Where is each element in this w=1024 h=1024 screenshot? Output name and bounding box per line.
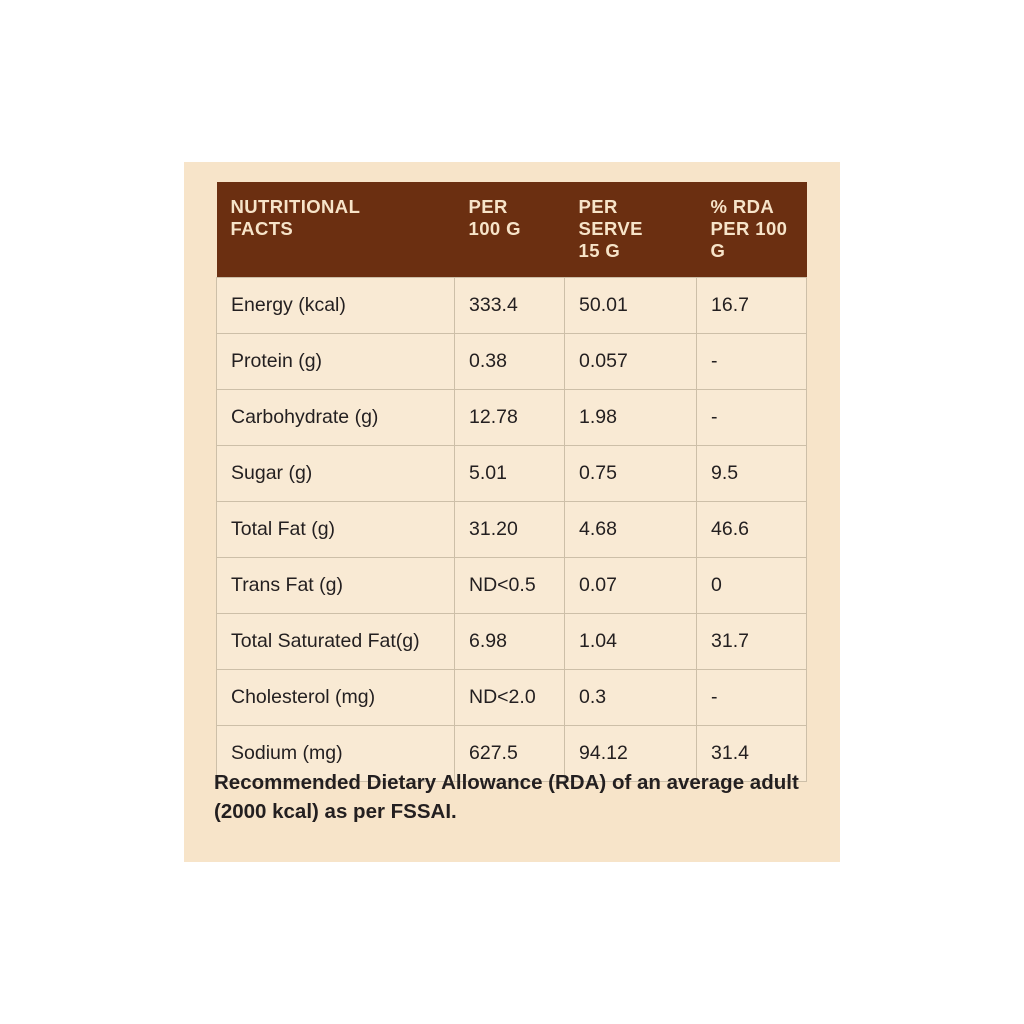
cell-per-serve: 4.68 xyxy=(565,502,697,558)
cell-per-100g: 0.38 xyxy=(455,334,565,390)
column-header-nutrient xyxy=(217,182,455,278)
nutrition-facts-table xyxy=(216,182,807,782)
cell-per-100g: 6.98 xyxy=(455,614,565,670)
cell-per-serve: 1.98 xyxy=(565,390,697,446)
cell-per-serve: 0.07 xyxy=(565,558,697,614)
cell-per-100g: ND<2.0 xyxy=(455,670,565,726)
cell-per-serve: 50.01 xyxy=(565,278,697,334)
column-header-rda-line1: % RDA xyxy=(710,196,775,217)
cell-per-serve: 0.057 xyxy=(565,334,697,390)
table-row xyxy=(217,502,807,558)
column-header-per-serve-line1: PER SERVE xyxy=(578,196,643,239)
table-row xyxy=(217,278,807,334)
cell-nutrient: Total Fat (g) xyxy=(217,502,455,558)
cell-nutrient: Sugar (g) xyxy=(217,446,455,502)
table-header xyxy=(217,182,807,278)
cell-rda: - xyxy=(697,390,807,446)
column-header-nutrient-line2: FACTS xyxy=(230,217,294,239)
cell-rda: - xyxy=(697,670,807,726)
table-row xyxy=(217,670,807,726)
cell-per-100g: 627.5 xyxy=(455,726,565,782)
cell-rda: 0 xyxy=(697,558,807,614)
cell-per-100g: 12.78 xyxy=(455,390,565,446)
cell-rda: 46.6 xyxy=(697,502,807,558)
cell-per-100g: 31.20 xyxy=(455,502,565,558)
column-header-per-serve-line2: 15 G xyxy=(578,239,621,261)
cell-per-serve: 1.04 xyxy=(565,614,697,670)
table-row xyxy=(217,390,807,446)
table-header-row xyxy=(217,182,807,278)
table-row xyxy=(217,446,807,502)
cell-rda: - xyxy=(697,334,807,390)
table-row xyxy=(217,558,807,614)
cell-nutrient: Total Saturated Fat(g) xyxy=(217,614,455,670)
column-header-nutrient-line1: NUTRITIONAL xyxy=(230,196,361,217)
cell-per-100g: 5.01 xyxy=(455,446,565,502)
cell-nutrient: Cholesterol (mg) xyxy=(217,670,455,726)
cell-rda: 9.5 xyxy=(697,446,807,502)
table-body xyxy=(217,278,807,782)
table-row xyxy=(217,614,807,670)
column-header-rda-line2: PER 100 G xyxy=(710,217,788,261)
cell-rda: 16.7 xyxy=(697,278,807,334)
cell-per-100g: 333.4 xyxy=(455,278,565,334)
cell-nutrient: Carbohydrate (g) xyxy=(217,390,455,446)
cell-rda: 31.4 xyxy=(697,726,807,782)
table-row xyxy=(217,334,807,390)
column-header-per-100g-line1: PER xyxy=(468,196,508,217)
column-header-per-100g xyxy=(455,182,565,278)
cell-nutrient: Trans Fat (g) xyxy=(217,558,455,614)
cell-per-100g: ND<0.5 xyxy=(455,558,565,614)
column-header-per-serve xyxy=(565,182,697,278)
column-header-rda xyxy=(697,182,807,278)
cell-nutrient: Sodium (mg) xyxy=(217,726,455,782)
cell-nutrient: Energy (kcal) xyxy=(217,278,455,334)
cell-per-serve: 0.3 xyxy=(565,670,697,726)
cell-rda: 31.7 xyxy=(697,614,807,670)
nutrition-table-wrapper xyxy=(216,182,806,782)
cell-per-serve: 94.12 xyxy=(565,726,697,782)
cell-nutrient: Protein (g) xyxy=(217,334,455,390)
cell-per-serve: 0.75 xyxy=(565,446,697,502)
rda-footnote: Recommended Dietary Allowance (RDA) of an average adult (2000 kcal) as per FSSAI. xyxy=(214,771,799,824)
column-header-per-100g-line2: 100 G xyxy=(468,217,521,239)
nutrition-facts-panel xyxy=(184,162,840,862)
